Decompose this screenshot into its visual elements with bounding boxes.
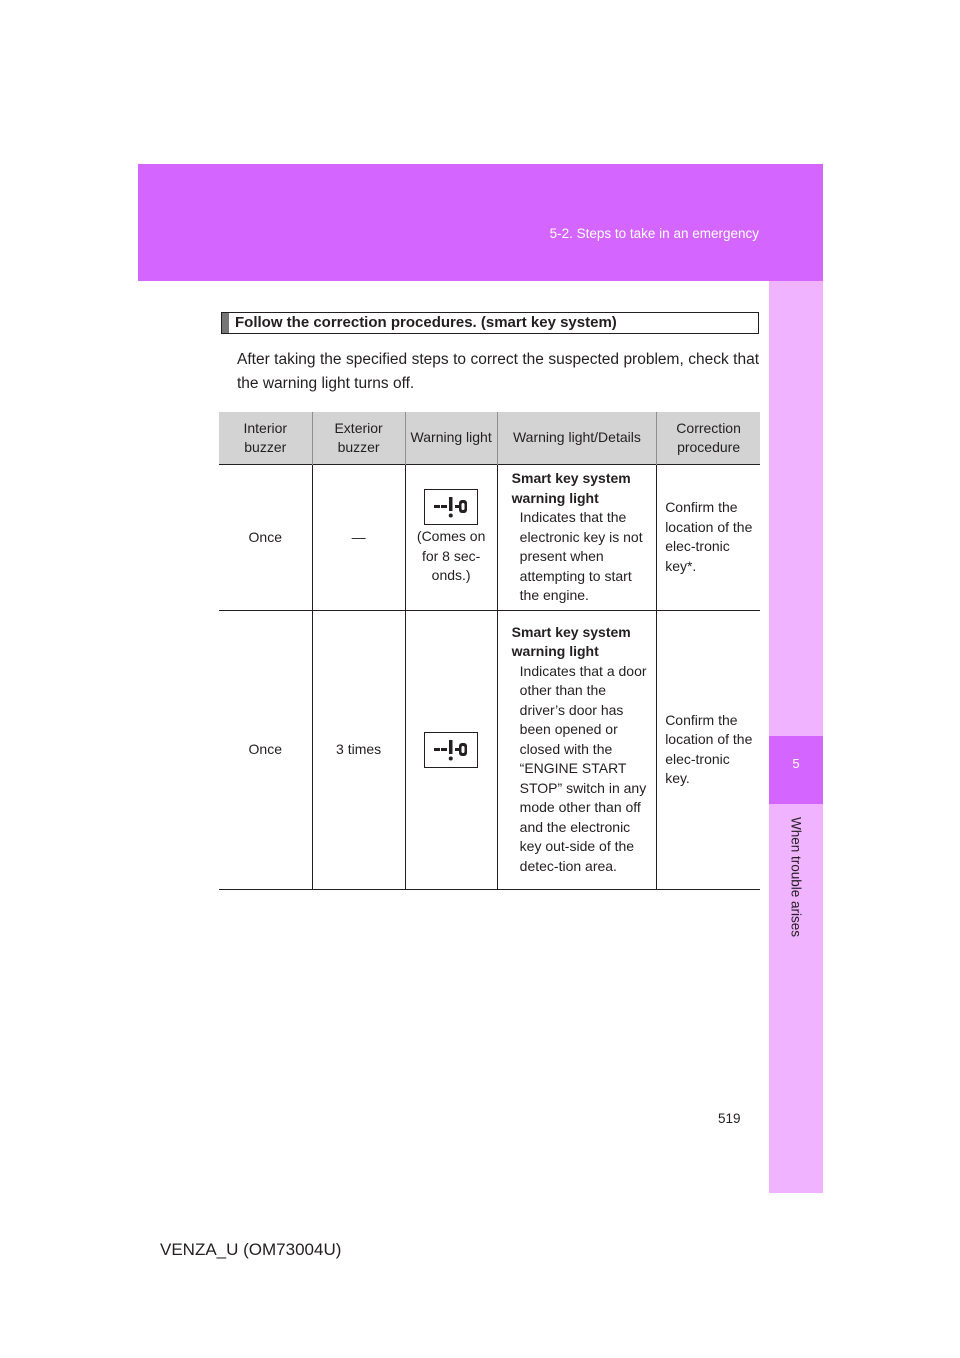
- col-header-interior: Interior buzzer: [219, 412, 312, 465]
- correction-table: [219, 412, 760, 890]
- heading-bar: [222, 313, 229, 333]
- correction-text: Confirm the location of the elec-tronic key: [665, 499, 753, 574]
- exterior-buzzer-cell: —: [312, 465, 405, 611]
- correction-cell: [657, 465, 760, 611]
- col-header-warning-light: Warning light: [405, 412, 497, 465]
- chapter-number: 5: [792, 756, 800, 771]
- details-desc: Indicates that a door other than the driver’s door has been opened or closed with the “ENGINE START STOP” switch in any mode other than off and the electronic key out-side of the detec-tion area.: [519, 662, 647, 874]
- table-row: [219, 465, 760, 611]
- table-header-row: [219, 412, 760, 465]
- chapter-tab-active[interactable]: [769, 736, 823, 804]
- smart-key-warning-icon: [424, 489, 478, 525]
- section-breadcrumb: 5-2. Steps to take in an emergency: [549, 226, 759, 241]
- correction-cell: Confirm the location of the elec-tronic key.: [657, 610, 760, 889]
- chapter-label-wrap: [775, 809, 817, 944]
- icon-note: (Comes on for 8 sec-onds.): [416, 528, 486, 583]
- footnote-mark: *.: [686, 557, 697, 574]
- col-header-details: Warning light/Details: [497, 412, 657, 465]
- details-cell: [497, 465, 657, 611]
- warning-light-cell: [405, 610, 497, 889]
- details-cell: [497, 610, 657, 889]
- section-heading: [221, 312, 759, 334]
- model-code: VENZA_U (OM73004U): [160, 1240, 342, 1259]
- intro-paragraph: After taking the specified steps to correct the suspected problem, check that the warning light turns off.: [237, 351, 759, 392]
- col-header-correction: Correction procedure: [657, 412, 760, 465]
- details-desc: Indicates that the electronic key is not present when attempting to start the engine.: [519, 509, 643, 603]
- warning-light-cell: [405, 465, 497, 611]
- details-title: Smart key system warning light: [511, 470, 631, 506]
- table-row: [219, 610, 760, 889]
- col-header-exterior: Exterior buzzer: [312, 412, 405, 465]
- page-number: 519: [718, 1111, 741, 1126]
- interior-buzzer-cell: Once: [219, 465, 312, 611]
- smart-key-warning-icon: [424, 732, 478, 768]
- heading-text: Follow the correction procedures. (smart key system): [235, 314, 617, 331]
- interior-buzzer-cell: Once: [219, 610, 312, 889]
- side-tab: [769, 281, 823, 1193]
- details-title: Smart key system warning light: [511, 623, 631, 660]
- exterior-buzzer-cell: 3 times: [312, 610, 405, 889]
- chapter-label: When trouble arises: [788, 816, 804, 937]
- header-band: [138, 164, 823, 281]
